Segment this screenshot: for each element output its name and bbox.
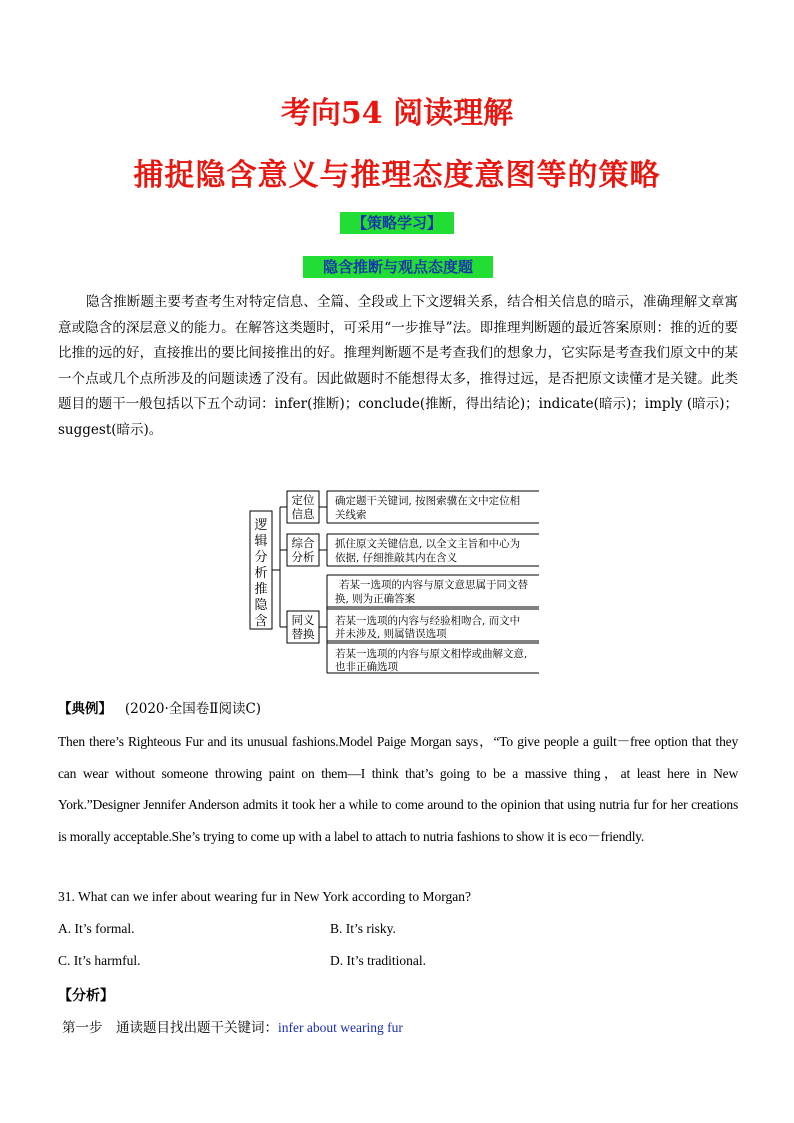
note-locate-2: 关线索 xyxy=(335,509,367,521)
question-31: 31. What can we infer about wearing fur in New York according to Morgan? xyxy=(58,889,472,904)
branch-label-analyze-2: 分析 xyxy=(291,550,315,564)
page-subtitle: 捕捉隐含意义与推理态度意图等的策略 xyxy=(133,158,661,193)
step-prefix: 第一步 通读题目找出题干关键词： xyxy=(62,1020,278,1036)
note-synonym-b1: 若某一选项的内容与经验相吻合, 而文中 xyxy=(335,615,521,627)
passage-text: Then there’s Righteous Fur and its unusual fashions.Model Paige Morgan says，“To give people a guilt－free option that they can wear without someone throwing paint on them—I think that’s going to be a massive thing，at least here in New York.”Designer Jennifer Anderson admits it took her a while to come around to the opinion that using nutria fur for her creations is morally acceptable.She’s trying to come up with a label to attach to nutria fashions to show it is eco－friendly. xyxy=(58,734,738,844)
note-synonym-a2: 换, 则为正确答案 xyxy=(335,593,416,605)
analysis-label: 【分析】 xyxy=(58,988,114,1004)
option-d: D. It’s traditional. xyxy=(330,953,426,968)
note-locate-1: 确定题干关键词, 按图索骥在文中定位相 xyxy=(335,495,521,507)
step-keyword: infer about wearing fur xyxy=(278,1020,403,1035)
option-c: C. It’s harmful. xyxy=(58,953,141,968)
root-char-4: 推 xyxy=(254,582,268,597)
root-char-6: 含 xyxy=(254,614,268,629)
strategy-diagram xyxy=(245,487,545,677)
example-header xyxy=(58,697,261,717)
root-char-0: 逻 xyxy=(254,518,268,533)
note-synonym-a1: 若某一选项的内容与原文意思属于同文替 xyxy=(339,579,528,591)
analysis-step-1 xyxy=(62,1016,403,1036)
branch-label-synonym-2: 替换 xyxy=(291,627,315,641)
option-b: B. It’s risky. xyxy=(330,921,396,936)
option-a: A. It’s formal. xyxy=(58,921,135,936)
branch-label-locate-1: 定位 xyxy=(291,493,315,507)
root-char-5: 隐 xyxy=(254,598,268,613)
root-char-2: 分 xyxy=(254,550,268,565)
note-synonym-b2: 并未涉及, 则属错误选项 xyxy=(335,628,447,640)
root-char-3: 析 xyxy=(254,566,268,581)
branch-label-analyze-1: 综合 xyxy=(291,536,315,550)
strategy-tag: 【策略学习】 xyxy=(340,212,454,234)
root-text xyxy=(254,518,268,629)
example-source: (2020·全国卷Ⅱ阅读C) xyxy=(124,701,262,717)
note-analyze-1: 抓住原文关键信息, 以全文主旨和中心为 xyxy=(335,538,521,550)
branch-label-locate-2: 信息 xyxy=(291,507,315,521)
branch-label-synonym-1: 同义 xyxy=(291,613,315,627)
root-char-1: 辑 xyxy=(254,534,268,549)
page-title: 考向54 阅读理解 xyxy=(280,96,514,131)
note-analyze-2: 依据, 仔细推敲其内在含义 xyxy=(335,552,458,564)
example-label: 【典例】 xyxy=(58,701,112,717)
note-synonym-c2: 也非正确选项 xyxy=(335,661,398,673)
note-synonym-c1: 若某一选项的内容与原文相悖或曲解文意, xyxy=(335,648,528,660)
intro-paragraph: 隐含推断题主要考查考生对特定信息、全篇、全段或上下文逻辑关系，结合相关信息的暗示，准确理解文章寓意或隐含的深层意义的能力。在解答这类题时，可采用“一步推导”法。即推理判断题的最近答案原则：推的近的要比推的远的好，直接推出的要比间接推出的好。推理判断题不是考查我们的想象力，它实际是考查我们原文中的某一个点或几个点所涉及的问题读透了没有。因此做题时不能想得太多，推得过远，是否把原文读懂才是关键。此类题目的题干一般包括以下五个动词：infer(推断)；conclude(推断，得出结论)；indicate(暗示)；imply (暗示)；suggest(暗示)。 xyxy=(58,294,738,438)
topic-tag: 隐含推断与观点态度题 xyxy=(303,256,493,278)
